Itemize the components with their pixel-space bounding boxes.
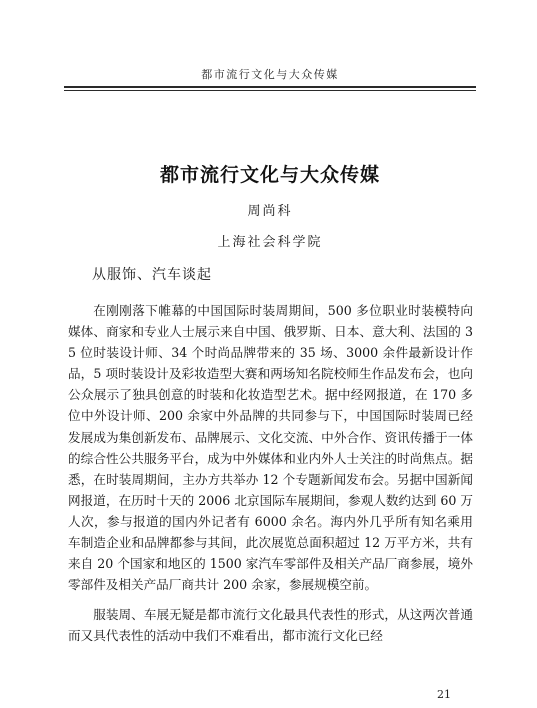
page-number: 21: [437, 688, 451, 701]
header-rule: [64, 86, 476, 88]
running-header: 都市流行文化与大众传媒: [201, 68, 339, 81]
author-affiliation: 上海社会科学院: [217, 235, 323, 250]
header-rule-thin: [64, 90, 476, 91]
paragraph: 服装周、车展无疑是都市流行文化最具代表性的形式，从这两次普通而又具代表性的活动中我们不难看出，都市流行文化已经: [68, 607, 473, 644]
article-author: 周尚科: [247, 204, 293, 219]
paragraph: 在刚刚落下帷幕的中国国际时装周期间，500 多位职业时装模特向媒体、商家和专业人士展示来自中国、俄罗斯、日本、意大利、法国的 35 位时装设计师、34 个时尚品牌带来的 35 场、3000 余件最新设计作品，5 项时装设计及彩妆造型大赛和两场知名院校师生作品发布会，也向公众展示了独具创意的时装和化妆造型艺术。据中经网报道，在 170 多位中外设计师、200 余家中外品牌的共同参与下，中国国际时装周已经发展成为集创新发布、品牌展示、文化交流、中外合作、资讯传播于一体的综合性公共服务平台，成为中外媒体和业内外人士关注的时尚焦点。据悉，在时装周期间，主办方共举办 12 个专题新闻发布会。另据中国新闻网报道，在历时十天的 2006 北京国际车展期间，参观人数约达到 60 万人次，参与报道的国内外记者有 6000 余名。海内外几乎所有知名乘用车制造企业和品牌都参与其间，此次展览总面积超过 12 万平方米，共有来自 20 个国家和地区的 1500 家汽车零部件及相关产品厂商参展，境外零部件及相关产品厂商共计 200 余家，参展规模空前。: [68, 303, 473, 593]
section-heading: 从服饰、汽车谈起: [92, 267, 212, 283]
body-text: [68, 300, 473, 647]
article-title: 都市流行文化与大众传媒: [159, 164, 380, 186]
